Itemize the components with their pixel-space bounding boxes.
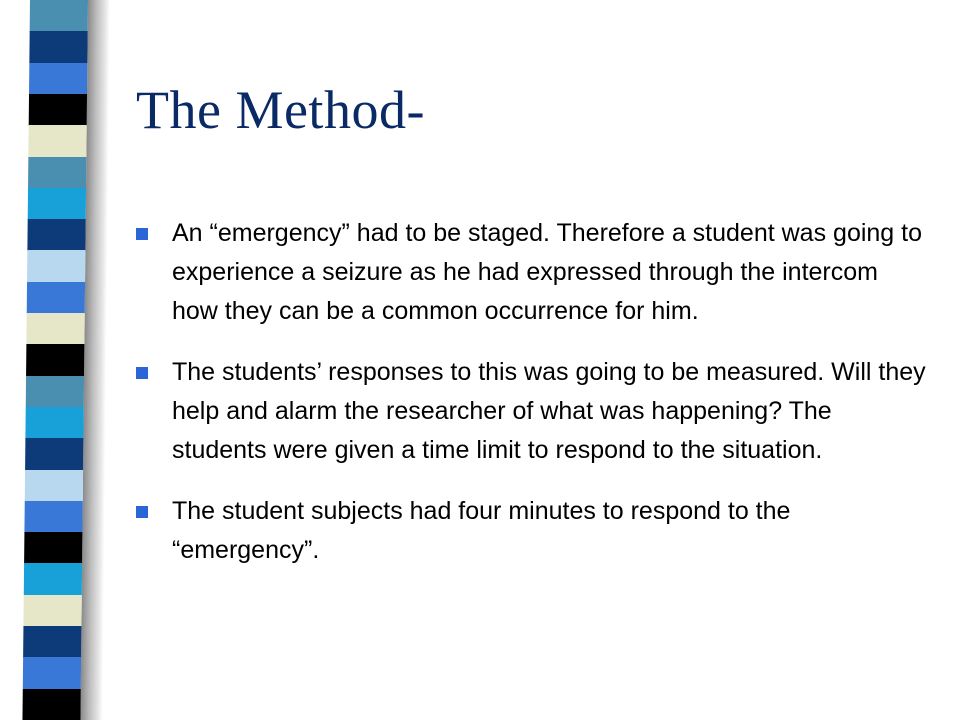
decorative-stripe-bar xyxy=(22,0,90,720)
bullet-text: The student subjects had four minutes to respond to the “emergency”. xyxy=(172,497,791,564)
bullet-item xyxy=(136,353,926,470)
stripe-band xyxy=(23,595,81,627)
stripe-band xyxy=(30,0,88,32)
stripe-band xyxy=(28,125,86,157)
bullet-text: An “emergency” had to be staged. Therefore a student was going to experience a seizure as he had expressed through the intercom how they can be a common occurrence for him. xyxy=(172,219,922,325)
stripe-band xyxy=(29,31,87,63)
stripe-band xyxy=(24,563,82,595)
stripe-band xyxy=(27,282,85,314)
stripe-band xyxy=(26,344,84,376)
stripe-band xyxy=(25,407,83,439)
bullet-item xyxy=(136,214,926,331)
bullet-list xyxy=(136,214,926,592)
bullet-text: The students’ responses to this was going to be measured. Will they help and alarm the researcher of what was happening? The students were given a time limit to respond to the situation. xyxy=(172,358,926,464)
stripe-band xyxy=(23,626,81,658)
stripe-band xyxy=(28,157,86,189)
stripe-band xyxy=(23,657,81,689)
stripe-band xyxy=(25,438,83,470)
stripe-band xyxy=(22,689,80,720)
square-bullet-icon xyxy=(136,367,148,379)
stripe-band xyxy=(29,94,87,126)
stripe-band xyxy=(25,470,83,502)
stripe-band xyxy=(27,250,85,282)
stripe-band xyxy=(26,313,84,345)
slide-title: The Method- xyxy=(136,80,425,140)
stripe-band xyxy=(27,219,85,251)
stripe-band xyxy=(28,188,86,220)
stripe-band xyxy=(29,63,87,95)
stripe-band xyxy=(24,501,82,533)
bullet-item xyxy=(136,492,926,570)
square-bullet-icon xyxy=(136,506,148,518)
square-bullet-icon xyxy=(136,228,148,240)
stripe-band xyxy=(26,376,84,408)
stripe-band xyxy=(24,532,82,564)
